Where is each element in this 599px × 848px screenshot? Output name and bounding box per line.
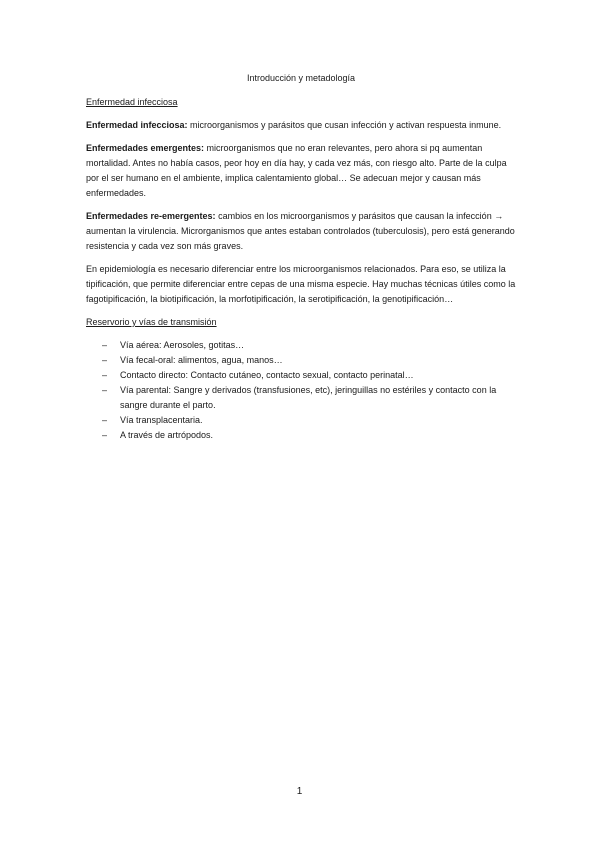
page-content: [86, 71, 516, 443]
list-dash: –: [102, 385, 108, 395]
list-item: [86, 413, 516, 428]
paragraph-reemerging-diseases: [86, 209, 516, 254]
list-item-text: Contacto directo: Contacto cutáneo, contacto sexual, contacto perinatal…: [120, 370, 414, 380]
definition-reemerging-diseases: cambios en los microorganismos y parásitos que causan la infección → aumentan la virulencia. Microrganismos que antes estaban controlados (tuberculosis), pero está generando resistencia y cada vez son más graves.: [86, 211, 515, 251]
list-item: [86, 338, 516, 353]
list-item: [86, 368, 516, 383]
list-item-text: Vía transplacentaria.: [120, 415, 203, 425]
list-item-text: A través de artrópodos.: [120, 430, 214, 440]
definition-emerging-diseases: microorganismos que no eran relevantes, pero ahora si pq aumentan mortalidad. Antes no había casos, peor hoy en día hay, y cada vez más, con riesgo alto. Parte de la culpa por el ser humano en el ambiente, implica calentamiento global… Se adecuan mejor y causan más enfermedades.: [86, 143, 507, 198]
list-dash: –: [102, 430, 108, 440]
list-dash: –: [102, 415, 108, 425]
epidemiology-typing-text: En epidemiología es necesario diferenciar entre los microorganismos relacionados. Para eso, se utiliza la tipificación, que permite diferenciar entre cepas de una misma especie. Hay muchas técnicas útiles como la fagotipificación, la biotipificación, la morfotipificación, la serotipificación, la genotipificación…: [86, 264, 516, 304]
list-item-text: Vía fecal-oral: alimentos, agua, manos…: [120, 355, 283, 365]
list-item: [86, 428, 516, 443]
list-item-text: Vía aérea: Aerosoles, gotitas…: [120, 340, 245, 350]
list-dash: –: [102, 340, 108, 350]
term-reemerging-diseases: Enfermedades re-emergentes:: [86, 211, 216, 221]
definition-infectious-disease: microorganismos y parásitos que cusan infección y activan respuesta inmune.: [187, 120, 502, 130]
list-item: [86, 353, 516, 368]
paragraph-epidemiology-typing: [86, 262, 516, 307]
list-item-text: Vía parental: Sangre y derivados (transfusiones, etc), jeringuillas no estériles y contacto con la sangre durante el parto.: [120, 385, 497, 410]
section-heading-transmission: Reservorio y vías de transmisión: [86, 317, 217, 327]
paragraph-emerging-diseases: [86, 141, 516, 201]
term-emerging-diseases: Enfermedades emergentes:: [86, 143, 205, 153]
term-infectious-disease: Enfermedad infecciosa:: [86, 120, 188, 130]
paragraph-infectious-disease: [86, 118, 516, 133]
document-title: Introducción y metadología: [246, 73, 356, 83]
list-item: [86, 383, 516, 413]
page-number: 1: [296, 786, 303, 797]
section-heading-infectious-disease: Enfermedad infecciosa: [86, 97, 178, 107]
transmission-list: [86, 338, 516, 443]
list-dash: –: [102, 370, 108, 380]
list-dash: –: [102, 355, 108, 365]
